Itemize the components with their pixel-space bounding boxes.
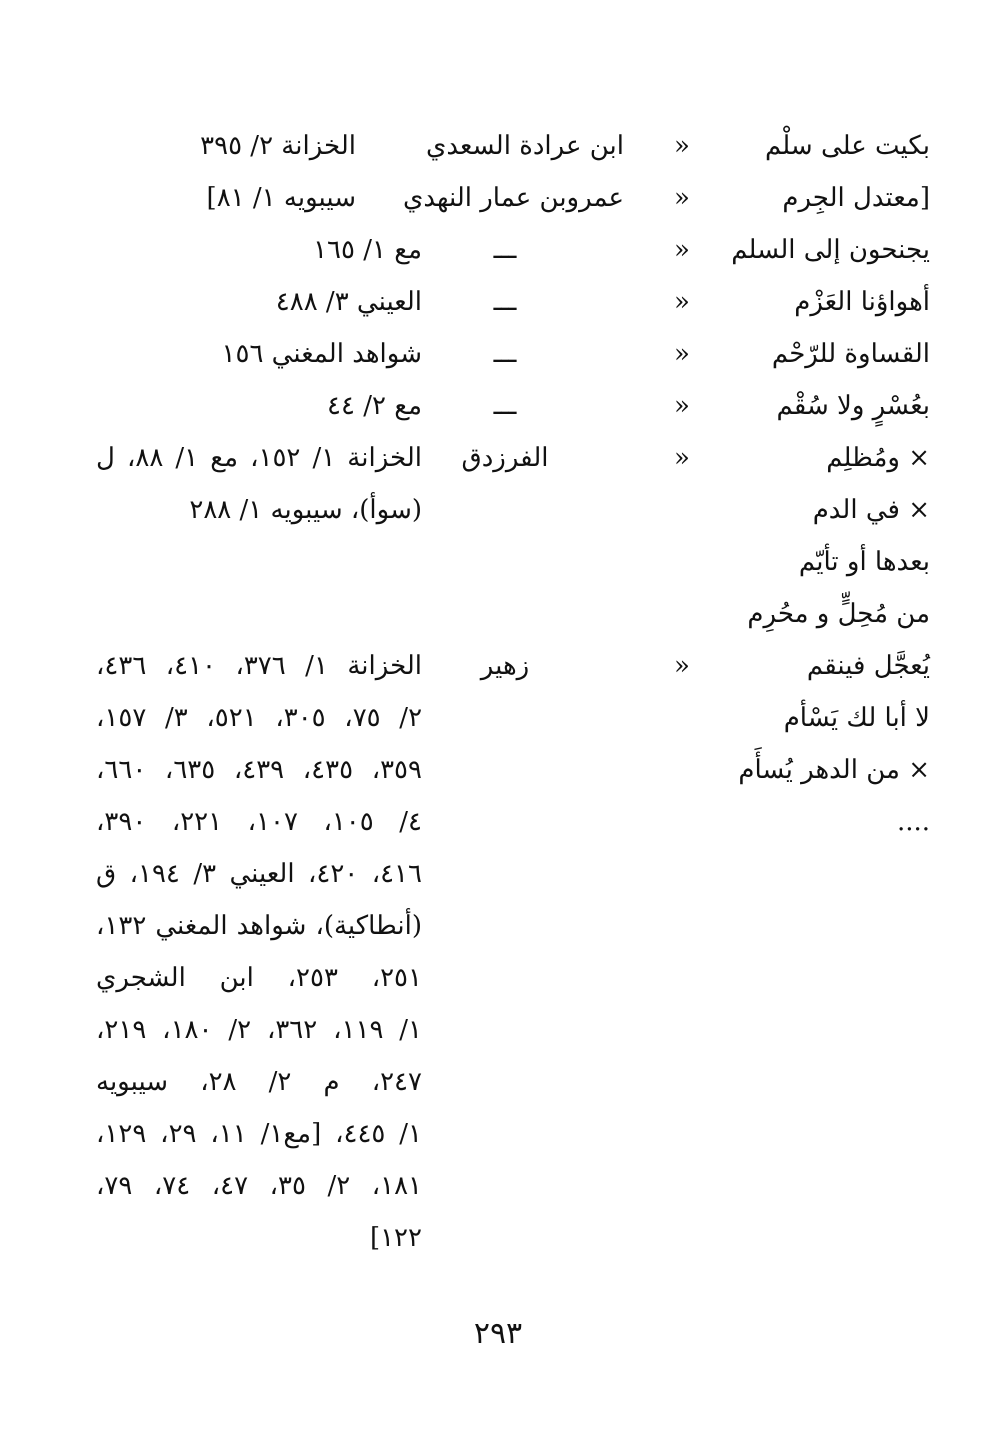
verse-cell: القساوة للرّحْم — [771, 339, 930, 369]
poet-cell: ابن عرادة السعدي — [426, 131, 624, 161]
poet-cell: زهير — [480, 651, 530, 681]
ditto-mark: « — [674, 287, 690, 317]
source-cell: (أنطاكية)، شواهد المغني ١٣٢، — [96, 911, 422, 941]
page-number: ٢٩٣ — [473, 1316, 523, 1351]
source-cell: ٣٥٩، ٤٣٥، ٤٣٩، ٦٣٥، ٦٦٠، — [96, 755, 422, 785]
source-cell: الخزانة ١/ ٣٧٦، ٤١٠، ٤٣٦، — [96, 651, 422, 681]
source-cell: ٢٥١، ٢٥٣، ابن الشجري — [96, 963, 422, 993]
source-cell: (سوأ)، سيبويه ١/ ٢٨٨ — [189, 495, 422, 525]
poet-dash: ـــ — [493, 235, 517, 265]
source-cell: الخزانة ١/ ١٥٢، مع ١/ ٨٨، ل — [96, 443, 422, 473]
ditto-mark: « — [674, 131, 690, 161]
source-cell: ٤١٦، ٤٢٠، العيني ٣/ ١٩٤، ق — [96, 859, 422, 889]
verse-cell: × في الدم — [812, 495, 930, 525]
source-cell: ١/ ٤٤٥، [مع١/ ١١، ٢٩، ١٢٩، — [96, 1119, 423, 1149]
source-cell: مع ٢/ ٤٤ — [327, 391, 422, 421]
poet-cell: عمروبن عمار النهدي — [403, 183, 624, 213]
verse-cell: بكيت على سلْم — [765, 131, 930, 161]
ditto-mark: « — [674, 651, 690, 681]
ditto-mark: « — [674, 183, 690, 213]
source-cell: ١٨١، ٢/ ٣٥، ٤٧، ٧٤، ٧٩، — [96, 1171, 423, 1201]
verse-cell: بعدها أو تأيّم — [798, 547, 930, 577]
verse-cell: يجنحون إلى السلم — [731, 235, 930, 265]
source-cell: مع ١/ ١٦٥ — [313, 235, 422, 265]
verse-cell: يُعجَّل فينقم — [806, 651, 930, 681]
source-cell: شواهد المغني ١٥٦ — [221, 339, 422, 369]
verse-cell: من مُحِلٍّ و محُرِم — [747, 599, 930, 629]
verse-cell: بعُسْرٍ ولا سُقْم — [776, 391, 930, 421]
ditto-mark: « — [674, 339, 690, 369]
source-cell: ١٢٢] — [369, 1223, 422, 1253]
ditto-mark: « — [674, 391, 690, 421]
poet-cell: الفرزدق — [461, 443, 549, 473]
ditto-mark: « — [674, 443, 690, 473]
source-cell: الخزانة ٢/ ٣٩٥ — [200, 131, 356, 161]
source-cell: ٢٤٧، م ٢/ ٢٨، سيبويه — [96, 1067, 422, 1097]
source-cell: العيني ٣/ ٤٨٨ — [275, 287, 422, 317]
verse-cell: [معتدل الجِرم — [782, 183, 930, 213]
poet-dash: ـــ — [493, 391, 517, 421]
source-cell: سيبويه ١/ ٨١] — [206, 183, 356, 213]
verse-cell: لا أبا لك يَسْأم — [783, 703, 930, 733]
source-cell: ٢/ ٧٥، ٣٠٥، ٥٢١، ٣/ ١٥٧، — [96, 703, 423, 733]
verse-cell: × من الدهر يُسأَم — [738, 755, 930, 785]
ditto-mark: « — [674, 235, 690, 265]
poet-dash: ـــ — [493, 287, 517, 317]
source-cell: ٤/ ١٠٥، ١٠٧، ٢٢١، ٣٩٠، — [96, 807, 422, 837]
verse-cell: أهواؤنا العَزْم — [794, 287, 930, 317]
ellipsis: .... — [896, 807, 930, 837]
verse-cell: × ومُظلِم — [826, 443, 930, 473]
poet-dash: ـــ — [493, 339, 517, 369]
source-cell: ١/ ١١٩، ٣٦٢، ٢/ ١٨٠، ٢١٩، — [96, 1015, 423, 1045]
